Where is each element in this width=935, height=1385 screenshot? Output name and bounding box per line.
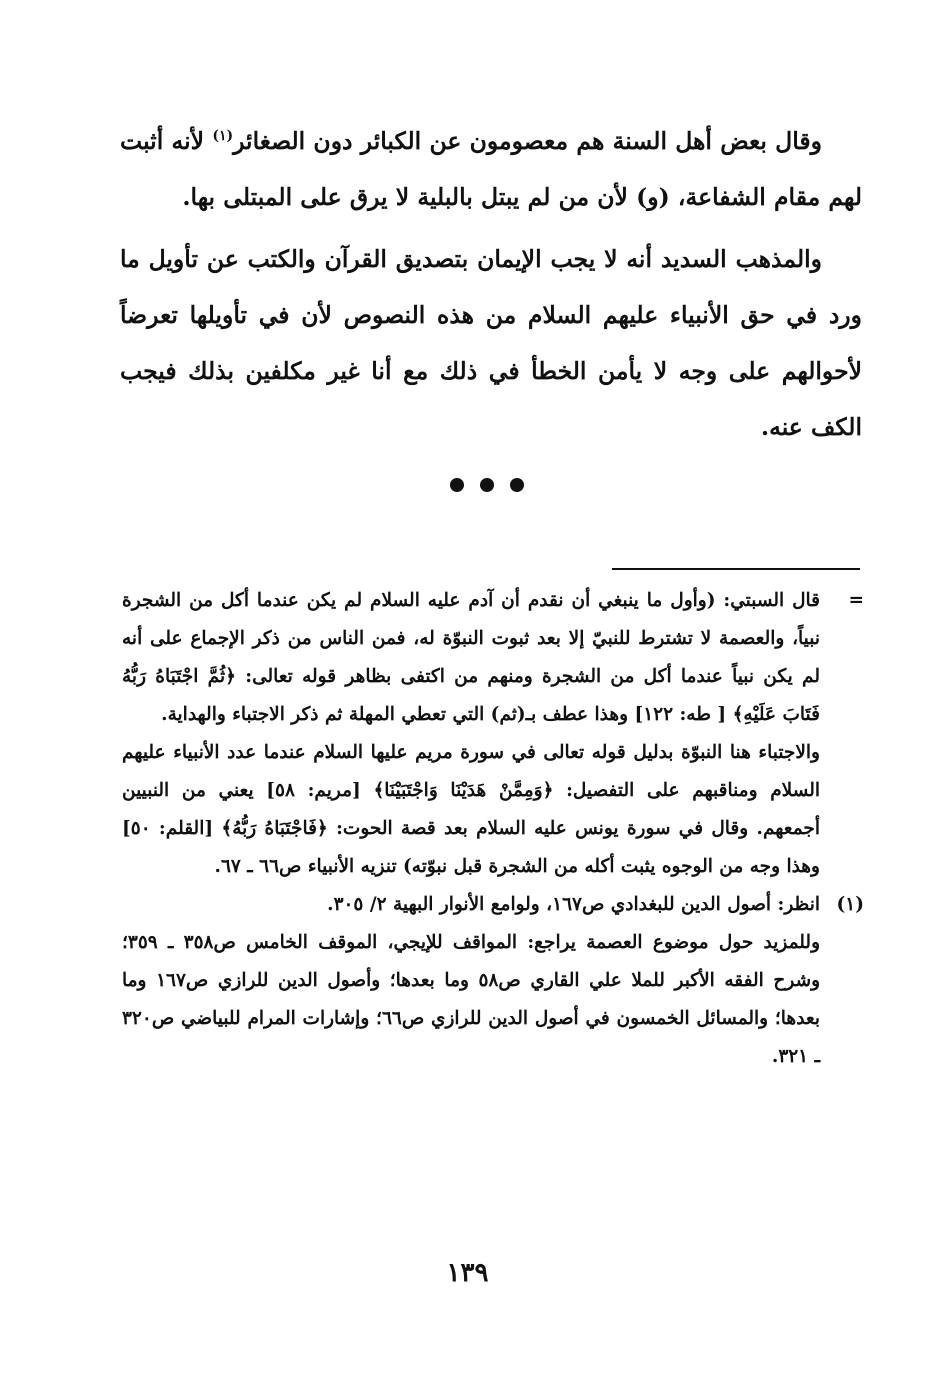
divider-dot — [450, 478, 464, 492]
paragraph-1-text-b: لأنه أثبت لهم مقام الشفاعة، (و) لأن من لم يبتل بالبلية لا يرق على المبتلى بها. — [120, 126, 862, 211]
footnotes — [122, 582, 866, 1076]
main-text — [120, 108, 862, 455]
quran-quote: ﴿وَمِمَّنْ هَدَيْنَا وَاجْتَبَيْنَا﴾ — [373, 780, 554, 801]
footnote-text: [ طه: ١٢٢] وهذا عطف بـ(ثم) التي تعطي المهلة ثم ذكر الاجتباء والهداية. — [161, 704, 733, 725]
footnote-separator — [612, 568, 860, 570]
page-number: ١٣٩ — [446, 1258, 489, 1288]
footnote-text: قال السبتي: (وأول ما ينبغي أن نقدم أن آدم عليه السلام لم يكن عندما أكل من الشجرة نبياً، والعصمة لا تشترط للنبيّ إلا بعد ثبوت النبوّة له، فمن الناس من ذكر الإجماع على أنه لم يكن نبياً عندما أكل من الشجرة ومنهم من اكتفى بظاهر قوله تعالى: — [122, 590, 820, 687]
footnote-reference-1[interactable]: (١) — [212, 128, 234, 144]
section-divider-dots — [450, 478, 540, 492]
footnote-1-marker: (١) — [836, 894, 864, 915]
footnote-text: [مريم: ٥٨] يعني من النبيين أجمعهم. وقال في سورة يونس عليه السلام بعد قصة الحوت: — [122, 780, 820, 839]
footnote-text: [القلم: ٥٠] وهذا وجه من الوجوه يثبت أكله من الشجرة قبل نبوّته) تنزيه الأنبياء ص٦٦ ـ ٦٧. — [122, 818, 820, 877]
footnote-1-more: وللمزيد حول موضوع العصمة يراجع: المواقف للإيجي، الموقف الخامس ص٣٥٨ ـ ٣٥٩؛ وشرح الفقه الأكبر للملا علي القاري ص٥٨ وما بعدها؛ وأصول الدين للرازي ص١٦٧ وما بعدها؛ والمسائل الخمسون في أصول الدين للرازي ص٦٦؛ وإشارات المرام للبياضي ص٣٢٠ ـ ٣٢١. — [122, 932, 821, 1067]
quran-quote: ﴿فَاجْتَبَاهُ رَبُّهُ﴾ — [221, 818, 328, 839]
footnote-text: انظر: أصول الدين للبغدادي ص١٦٧، ولوامع الأنوار البهية ٢/ ٣٠٥. — [327, 894, 820, 915]
continuation-marker: = — [848, 590, 864, 611]
footnote-text: والاجتباء هنا النبوّة بدليل قوله تعالى في سورة مريم عليها السلام عندما عدد الأنبياء عليهم السلام ومناقبهم على التفصيل: — [122, 742, 820, 801]
footnote-1 — [122, 886, 866, 924]
paragraph-1-text-a: وقال بعض أهل السنة هم معصومون عن الكبائر دون الصغائر — [233, 126, 822, 155]
paragraph-2: والمذهب السديد أنه لا يجب الإيمان بتصديق القرآن والكتب عن تأويل ما ورد في حق الأنبياء عليهم السلام من هذه النصوص لأن في تأويلها تعرضاً لأحوالهم على وجه لا يأمن الخطأ في ذلك مع أنا غير مكلفين بذلك فيجب الكف عنه. — [120, 244, 862, 441]
footnote-continuation — [122, 582, 866, 734]
paragraph-1 — [120, 108, 862, 225]
divider-dot — [480, 478, 494, 492]
footnote-continuation-2 — [122, 734, 866, 886]
divider-dot — [510, 478, 524, 492]
quran-quote: ﴿ثُمَّ اجْتَبَاهُ رَبُّهُ فَتَابَ عَلَيْهِ﴾ — [122, 666, 820, 725]
